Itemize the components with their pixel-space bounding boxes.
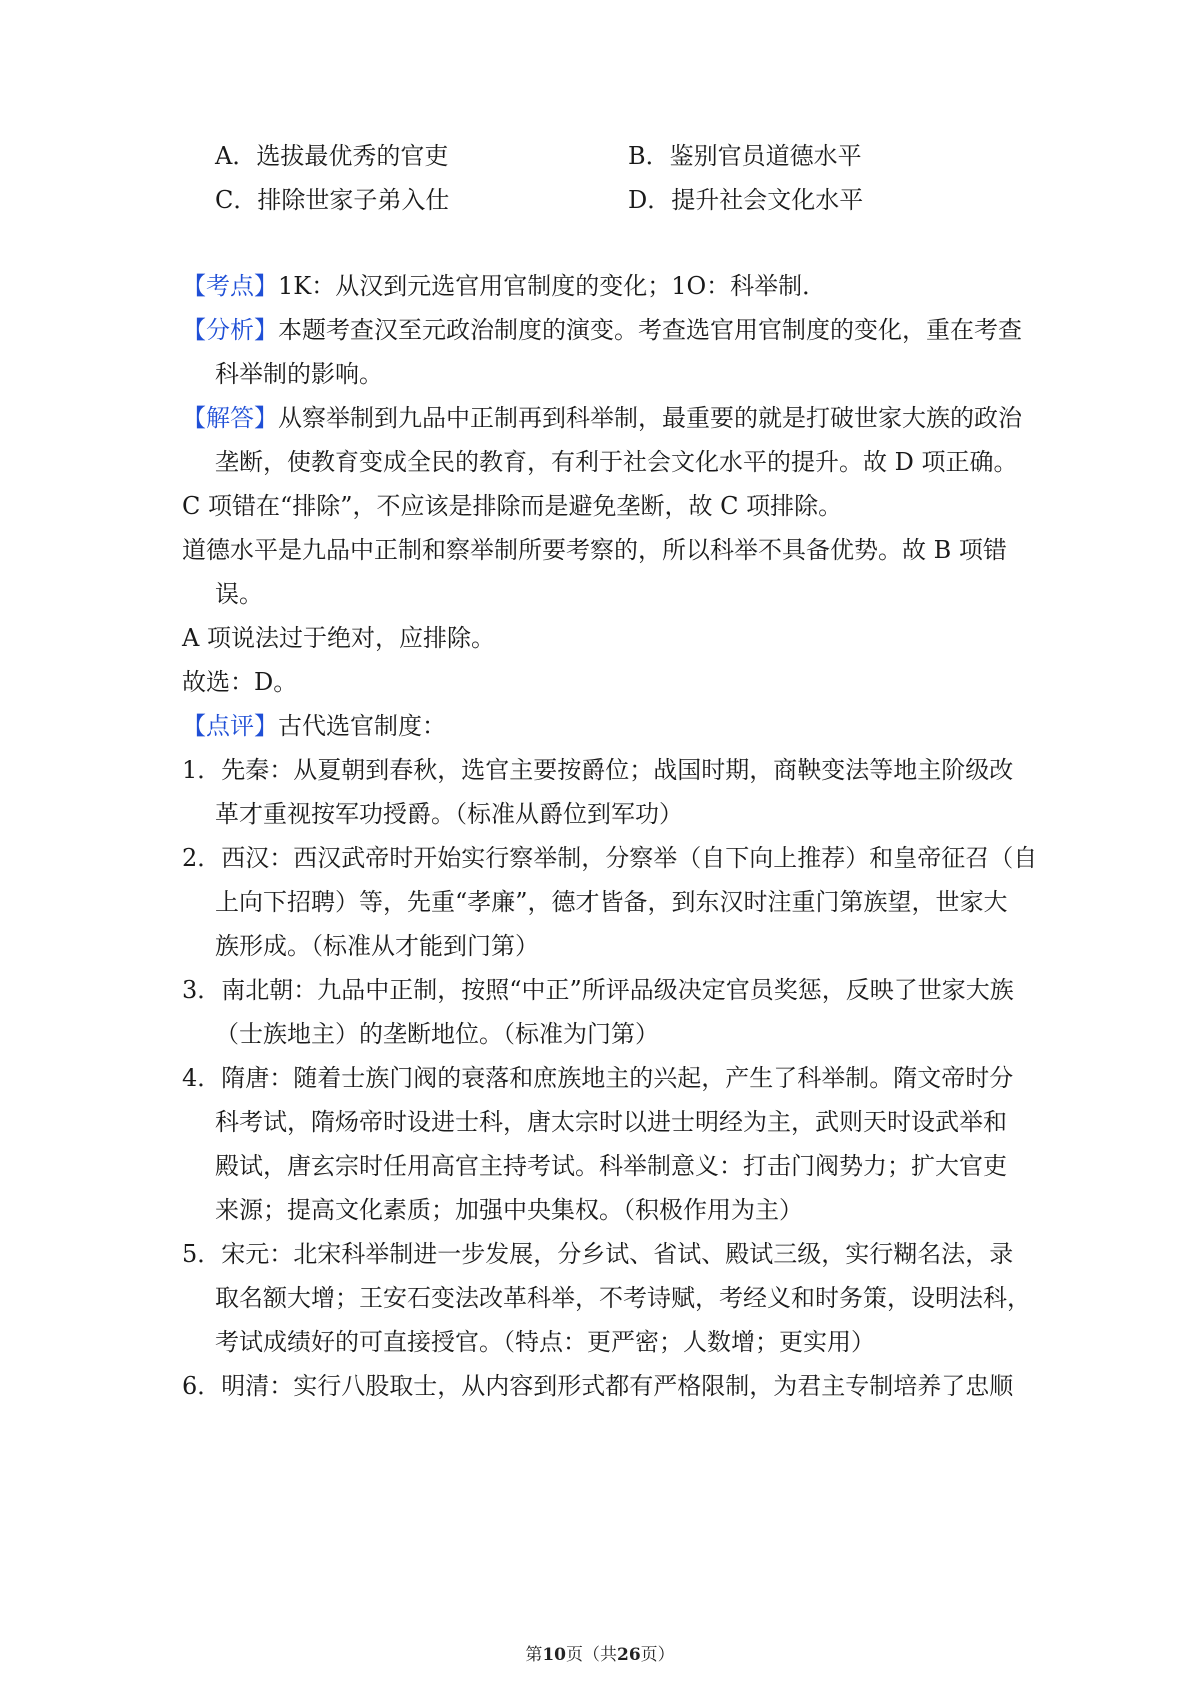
kaodian-line	[182, 270, 826, 302]
footer-page-number: 10	[542, 1645, 566, 1665]
jieda-line-2: 垄断，使教育变成全民的教育，有利于社会文化水平的提升。故 D 项正确。	[215, 448, 1018, 476]
jieda-line-1	[182, 402, 1022, 434]
item-4-line-2: 科考试，隋炀帝时设进士科，唐太宗时以进士明经为主，武则天时设武举和	[215, 1108, 1007, 1136]
jieda-line-4: 道德水平是九品中正制和察举制所要考察的，所以科举不具备优势。故 B 项错	[182, 536, 1007, 564]
fenxi-line-1	[182, 314, 1020, 346]
jieda-line-5: 误。	[215, 580, 263, 608]
item-4-line-3: 殿试，唐玄宗时任用高官主持考试。科举制意义：打击门阀势力；扩大官吏	[215, 1152, 1007, 1180]
dianping-tag: 【点评】	[182, 712, 278, 740]
option-c: C．排除世家子弟入仕	[215, 186, 450, 214]
item-3-line-1: 3．南北朝：九品中正制，按照“中正”所评品级决定官员奖惩，反映了世家大族	[182, 976, 1014, 1004]
item-5-line-3: 考试成绩好的可直接授官。（特点：更严密；人数增；更实用）	[215, 1328, 875, 1356]
dianping-line	[182, 710, 446, 742]
fenxi-text-1: 本题考查汉至元政治制度的演变。考查选官用官制度的变化，重在考查	[278, 316, 1022, 344]
kaodian-text: 1K：从汉到元选官用官制度的变化；1O：科举制．	[278, 272, 827, 300]
item-4-line-4: 来源；提高文化素质；加强中央集权。（积极作用为主）	[215, 1196, 803, 1224]
jieda-line-6: A 项说法过于绝对，应排除。	[182, 624, 495, 652]
item-5-line-2: 取名额大增；王安石变法改革科举，不考诗赋，考经义和时务策，设明法科，	[215, 1284, 1031, 1312]
item-2-line-2: 上向下招聘）等，先重“孝廉”，德才皆备，到东汉时注重门第族望，世家大	[215, 888, 1008, 916]
item-1-line-1: 1．先秦：从夏朝到春秋，选官主要按爵位；战国时期，商鞅变法等地主阶级改	[182, 756, 1014, 784]
item-2-line-1: 2．西汉：西汉武帝时开始实行察举制，分察举（自下向上推荐）和皇帝征召（自	[182, 844, 1038, 872]
jieda-line-3: C 项错在“排除”，不应该是排除而是避免垄断，故 C 项排除。	[182, 492, 843, 520]
item-1-line-2: 革才重视按军功授爵。（标准从爵位到军功）	[215, 800, 683, 828]
kaodian-tag: 【考点】	[182, 272, 278, 300]
dianping-text: 古代选官制度：	[278, 712, 446, 740]
jieda-text-1: 从察举制到九品中正制再到科举制，最重要的就是打破世家大族的政治	[278, 404, 1022, 432]
item-4-line-1: 4．隋唐：随着士族门阀的衰落和庶族地主的兴起，产生了科举制。隋文帝时分	[182, 1064, 1014, 1092]
page-footer	[0, 1640, 1200, 1665]
fenxi-line-2: 科举制的影响。	[215, 360, 383, 388]
item-5-line-1: 5．宋元：北宋科举制进一步发展，分乡试、省试、殿试三级，实行糊名法，录	[182, 1240, 1014, 1268]
jieda-tag: 【解答】	[182, 404, 278, 432]
footer-suffix: 页）	[640, 1645, 675, 1665]
item-3-line-2: （士族地主）的垄断地位。（标准为门第）	[215, 1020, 659, 1048]
footer-prefix: 第	[525, 1645, 543, 1665]
item-6-line-1: 6．明清：实行八股取士，从内容到形式都有严格限制，为君主专制培养了忠顺	[182, 1372, 1014, 1400]
footer-mid: 页（共	[566, 1645, 617, 1665]
option-a: A．选拔最优秀的官吏	[215, 142, 449, 170]
item-2-line-3: 族形成。（标准从才能到门第）	[215, 932, 539, 960]
fenxi-tag: 【分析】	[182, 316, 278, 344]
option-d: D．提升社会文化水平	[628, 186, 864, 214]
option-b: B．鉴别官员道德水平	[628, 142, 862, 170]
jieda-line-7: 故选：D。	[182, 668, 298, 696]
footer-total-pages: 26	[617, 1645, 641, 1665]
